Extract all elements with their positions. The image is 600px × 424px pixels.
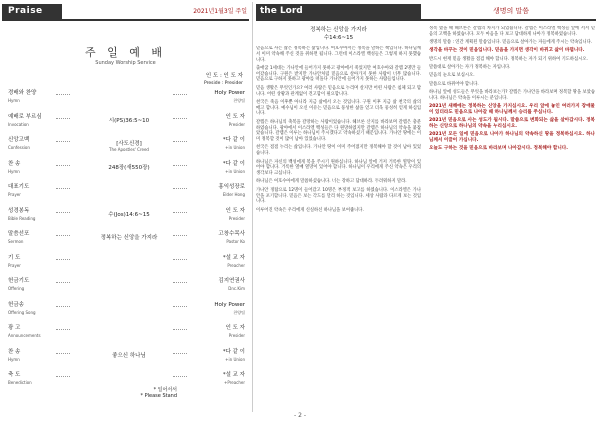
order-item-en: Hymn	[8, 98, 20, 103]
leader-en: Pastor Ko	[226, 239, 245, 244]
leader-ko: 고창수목사	[218, 231, 245, 237]
order-item-ko: 찬 송	[8, 348, 21, 355]
order-row	[4, 255, 247, 277]
order-item-detail-ko: 248장(새550장)	[108, 164, 150, 171]
order-item-ko: 헌금기도	[8, 278, 30, 284]
order-item-detail-ko: 좋으신 하나님	[112, 352, 146, 359]
leader-dots	[173, 94, 187, 95]
order-row	[4, 278, 247, 300]
order-item-detail	[74, 116, 184, 124]
leader-ko: 김지연권사	[218, 278, 245, 284]
order-item-en: Bible Reading	[8, 215, 36, 221]
order-item-en: Benediction	[8, 380, 32, 385]
order-item-leader	[190, 278, 245, 292]
sermon-paragraph: 천국은 점점 누리는 삶입니다. 가나안 땅이 이미 주어졌지만 정복해야 할 것이 남아 있었습니다.	[256, 145, 421, 157]
presider-en: Preside : Presider	[204, 81, 243, 86]
leader-dots	[173, 235, 187, 236]
order-item-ko: 말씀선포	[8, 231, 30, 237]
order-item-leader	[190, 231, 245, 245]
leader-dots	[56, 376, 70, 377]
order-item-leader	[190, 349, 245, 363]
sermon-paragraph: 말씀으로 바뀌어야 합니다.	[429, 81, 479, 87]
sermon-paragraph: 2021년 새해에는 정복하는 신앙을 가지십시오. 우리 앞에 놓인 여러가지 장애물이 있더라도 믿음으로 나아갈 때 하나님께서 승리를 주십니다.	[429, 103, 595, 115]
order-item-detail	[74, 163, 184, 171]
leader-dots	[56, 212, 70, 213]
service-subtitle: Sunday Worship Service	[95, 60, 156, 66]
order-row	[4, 349, 247, 371]
order-item-ko: 기 도	[8, 254, 21, 261]
order-row	[4, 184, 247, 206]
order-row	[4, 325, 247, 347]
order-item-ko: 성경봉독	[8, 207, 30, 214]
order-row	[4, 137, 247, 159]
order-item-detail	[74, 233, 184, 241]
order-item-ko: 축 도	[8, 372, 21, 378]
sermon-heading	[256, 26, 421, 42]
order-item-detail-en: The Apostles' Creed	[109, 147, 149, 152]
sermon-paragraph: 말씀대로 살아가는 자가 정복하는 자입니다.	[429, 64, 511, 70]
presider-ko: 인 도 : 인 도 자	[205, 73, 243, 79]
order-item-leader	[190, 325, 245, 339]
order-row	[4, 231, 247, 253]
leader-en: Presider	[228, 333, 245, 338]
sermon-paragraph: 반드시 현재 믿음 생활을 점검 해야 합니다. 정복하는 자가 되기 위하여 기도하십시오.	[429, 56, 588, 62]
order-item-en: Offering	[8, 286, 25, 291]
order-item-ko: 경배와 찬양	[8, 90, 37, 96]
praise-tag: Praise	[2, 4, 62, 19]
order-item-en: Confession	[8, 145, 30, 150]
leader-dots	[56, 188, 70, 189]
order-item-leader	[190, 137, 245, 151]
leader-en: +Preacher	[223, 380, 245, 385]
lord-tag: the Lord	[256, 4, 421, 19]
order-item-leader	[190, 184, 245, 198]
order-item-en: Sermon	[8, 239, 24, 244]
order-item-detail-ko: [사도신경]	[116, 141, 142, 147]
sermon-paragraph: 생명의 말씀 : 연간 계획된 말씀입니다. 믿음으로 살아가는 자들에게 주시는 약속입니다.	[429, 40, 593, 46]
order-item-ko: 대표기도	[8, 184, 30, 190]
order-item-detail	[74, 139, 184, 152]
leader-en: Preacher	[227, 262, 245, 268]
order-item-en: Hymn	[8, 356, 20, 362]
leader-dots	[56, 329, 70, 330]
leader-ko: *다 같 이	[222, 137, 245, 143]
order-item-ko: 찬 송	[8, 160, 21, 167]
sermon-paragraph: 믿음 생활은 무엇인가요? 여러 사람은 믿음으로 누리며 살지만 어떤 사람은 침체 되고 맙니다. 어떤 상황과 관계없이 견고함이 필요합니다.	[256, 85, 421, 97]
leader-en: Dnc.Kim	[228, 286, 245, 291]
lord-header	[256, 4, 596, 21]
leader-dots	[56, 165, 70, 166]
sermon-paragraph: 생각을 바꾸는 것이 믿음입니다. 믿음을 가지면 생각이 바뀌고 삶이 바뀝니다.	[429, 48, 585, 54]
leader-ko: *다 같 이	[222, 348, 245, 355]
sermon-paragraph: 믿음으로 사는 삶은 정복하는 삶입니다. 여호수아서는 정복을 말하는 책입니다. 하나님께서 이미 약속해 주신 것을 취하면 됩니다. 그런데 이스라엘 백성들은 그렇게 하지 못했습니다.	[256, 46, 421, 63]
leader-ko: *다 같 이	[222, 160, 245, 167]
standing-note	[2, 387, 249, 399]
leader-dots	[173, 118, 187, 119]
sermon-paragraph: 믿음의 눈으로 보십시오.	[429, 73, 475, 79]
leader-en: +in Union	[225, 168, 245, 174]
sermon-paragraph: 오늘도 구하는 것을 믿음으로 바라보며 나아갑시다. 정복해야 합니다.	[429, 146, 568, 152]
leader-dots	[173, 259, 187, 260]
order-item-detail-ko: 정복하는 신앙을 가지라	[100, 235, 158, 241]
order-row	[4, 161, 247, 183]
order-item-leader	[190, 255, 245, 269]
service-date: 2021년1월3일 주일	[193, 8, 247, 15]
leader-dots	[173, 329, 187, 330]
leader-en: +in Union	[225, 356, 245, 362]
leader-ko: *설 교 자	[222, 372, 245, 378]
leader-dots	[56, 235, 70, 236]
order-item-leader	[190, 208, 245, 222]
order-item-detail	[74, 351, 184, 359]
leader-dots	[56, 353, 70, 354]
leader-ko: Holy Power	[214, 90, 245, 96]
order-item-en: Announcements	[8, 333, 41, 338]
leader-ko: 인 도 자	[225, 113, 245, 120]
leader-en: Elder Hong	[222, 192, 245, 197]
sermon-section	[256, 4, 596, 414]
worship-order-section	[2, 4, 249, 414]
sermon-paragraph: 천국은 죽음 이후뿐 아니라 지금 삶에서 오는 것입니다. 구원 이후 지금 삶 천국의 삶의 매고 합니다. 예수님이 오신 이유는 믿음으로 풍성한 삶을 얻고 더욱 풍성히 얻게 하심입니다.	[256, 99, 421, 117]
leader-dots	[173, 165, 187, 166]
standing-en: * Please Stand	[140, 393, 177, 399]
order-item-en: Prayer	[8, 262, 21, 268]
order-item-en: Prayer	[8, 192, 21, 197]
leader-ko: 홍익성장로	[218, 184, 245, 190]
sermon-paragraph: 이루어진 약속은 우리에게 신실하신 하나님을 보여줍니다.	[256, 207, 364, 213]
leader-dots	[173, 353, 187, 354]
leader-dots	[56, 259, 70, 260]
sermon-reference: 수14:6~15	[323, 35, 354, 41]
service-title: 주 일 예 배	[85, 46, 166, 59]
sermon-paragraph: 하나님 앞에 성도들은 무엇을 바라보는가? 갈렙은 가나안을 바라보며 정복할 땅을 보았습니다. 하나님은 약속을 이루시는 분입니다.	[429, 89, 595, 101]
sermon-paragraph: 정복 했을 때 헤브론은 갈렙의 차지가 되었습니다. 갈렙은 이스라엘 백성들 앞에 서서 믿음의 고백을 하였습니다. 모두 마음을 다 보고 담대하게 나아가 정복하였습니다.	[429, 26, 595, 37]
leader-en: +in Union	[225, 145, 245, 150]
leader-dots	[173, 141, 187, 142]
sermon-paragraph: 출애굽 1세대는 가나안에 들어가지 못하고 광야에서 죽었지만 여호수아와 갈렙 2명만 들어갔습니다. 구원은 받지만 가나안처럼 믿음으로 살아가지 못한 사람이 너무 많습니다. 믿음으로 구하지 못하고 광야를 떠돌다 가나안에 들어가지 못하는 사람들입니다.	[256, 65, 421, 83]
leader-dots	[56, 118, 70, 119]
order-item-detail-ko: 수(Jos)14:6~15	[108, 211, 150, 218]
order-item-leader	[190, 161, 245, 175]
order-row	[4, 114, 247, 136]
leader-dots	[173, 212, 187, 213]
leader-dots	[56, 282, 70, 283]
leader-en: Presider	[228, 121, 245, 127]
sermon-label: 생명의 말씀	[492, 7, 530, 15]
leader-dots	[56, 141, 70, 142]
sermon-paragraph: 2021년 믿음으로 사는 성도가 됩시다. 말씀으로 변화되는 삶을 살아갑시다. 정복하는 신앙으로 하나님의 약속을 누리십시오.	[429, 118, 595, 129]
order-item-leader	[190, 372, 245, 386]
praise-header	[2, 4, 249, 21]
column-divider	[252, 2, 253, 412]
page-number: - 2 -	[294, 412, 306, 419]
leader-en: 찬양팀	[233, 309, 245, 315]
order-item-leader	[190, 114, 245, 128]
leader-dots	[56, 94, 70, 95]
order-item-detail	[74, 210, 184, 218]
order-item-ko: 신앙고백	[8, 137, 30, 143]
order-item-ko: 예배로 부르심	[8, 113, 42, 120]
order-row	[4, 208, 247, 230]
leader-ko: Holy Power	[214, 301, 245, 308]
order-item-en: Invocation	[8, 121, 29, 127]
order-item-en: Offering Song	[8, 309, 36, 315]
sermon-paragraph: 하나님은 자신의 백성에게 복을 주시기 원하십니다. 하나님 앞에 거저 거룩한 열망이 있어야 합니다. 거룩한 열매 열망이 있어야 합니다. 하나님이 우리에게 주신 약속은 우리의 생각보다 크십니다.	[256, 159, 421, 177]
order-item-leader	[190, 90, 245, 104]
leader-dots	[56, 306, 70, 307]
sermon-text-column-2	[429, 26, 595, 404]
leader-ko: *설 교 자	[222, 254, 245, 261]
sermon-title: 정복하는 신앙을 가지라	[310, 27, 367, 33]
order-item-en: Hymn	[8, 168, 20, 174]
leader-dots	[173, 376, 187, 377]
leader-ko: 인 도 자	[225, 207, 245, 214]
order-item-detail-ko: 시(PS)36:5~10	[108, 117, 150, 124]
presider-info	[204, 73, 243, 87]
standing-ko: * 일어서서	[153, 387, 177, 393]
order-row	[4, 302, 247, 324]
leader-dots	[173, 282, 187, 283]
order-item-ko: 광 고	[8, 325, 21, 331]
sermon-paragraph: 2021년 모든 일에 믿음으로 나아가 하나님의 약속하신 땅을 정복하십시오. 하나님께서 이끌어 가십니다.	[429, 132, 595, 143]
sermon-paragraph: 하나님은 여호수아에게 말씀하셨습니다. 너는 강하고 담대하라. 두려워하지 말라.	[256, 179, 407, 185]
order-item-leader	[190, 302, 245, 316]
sermon-paragraph: 가나안 정탐으로 12명이 들어갔고 10명은 부정적 보고를 하였습니다. 이스라엘은 가나안을 포기합니다. 믿음은 보는 각도를 달리 하는 것입니다. 세상 사람과 다르게 보는 것입니다.	[256, 187, 421, 205]
leader-ko: 인 도 자	[225, 325, 245, 331]
order-item-ko: 헌금송	[8, 301, 24, 308]
leader-dots	[173, 306, 187, 307]
leader-en: 찬양팀	[233, 98, 245, 103]
sermon-text-column-1	[256, 46, 421, 406]
order-row	[4, 90, 247, 112]
leader-dots	[173, 188, 187, 189]
sermon-paragraph: 갈렙은 하나님의 축복을 갈망하는 사람이었습니다. 헤브론 산지를 바라보며 갈렙은 충분하였습니다. 광야에서 이스라엘 백성들은 다 원망하였지만 갈렙은 하나님의 약속을 붙잡았습니다. 갈렙은 이루는 하나님이 주시겠다고 약속하셨기 때문입니다. 가나안 땅에는 이미 정복할 것이 많이 남아 있었습니다.	[256, 119, 421, 143]
leader-en: Presider	[228, 215, 245, 221]
